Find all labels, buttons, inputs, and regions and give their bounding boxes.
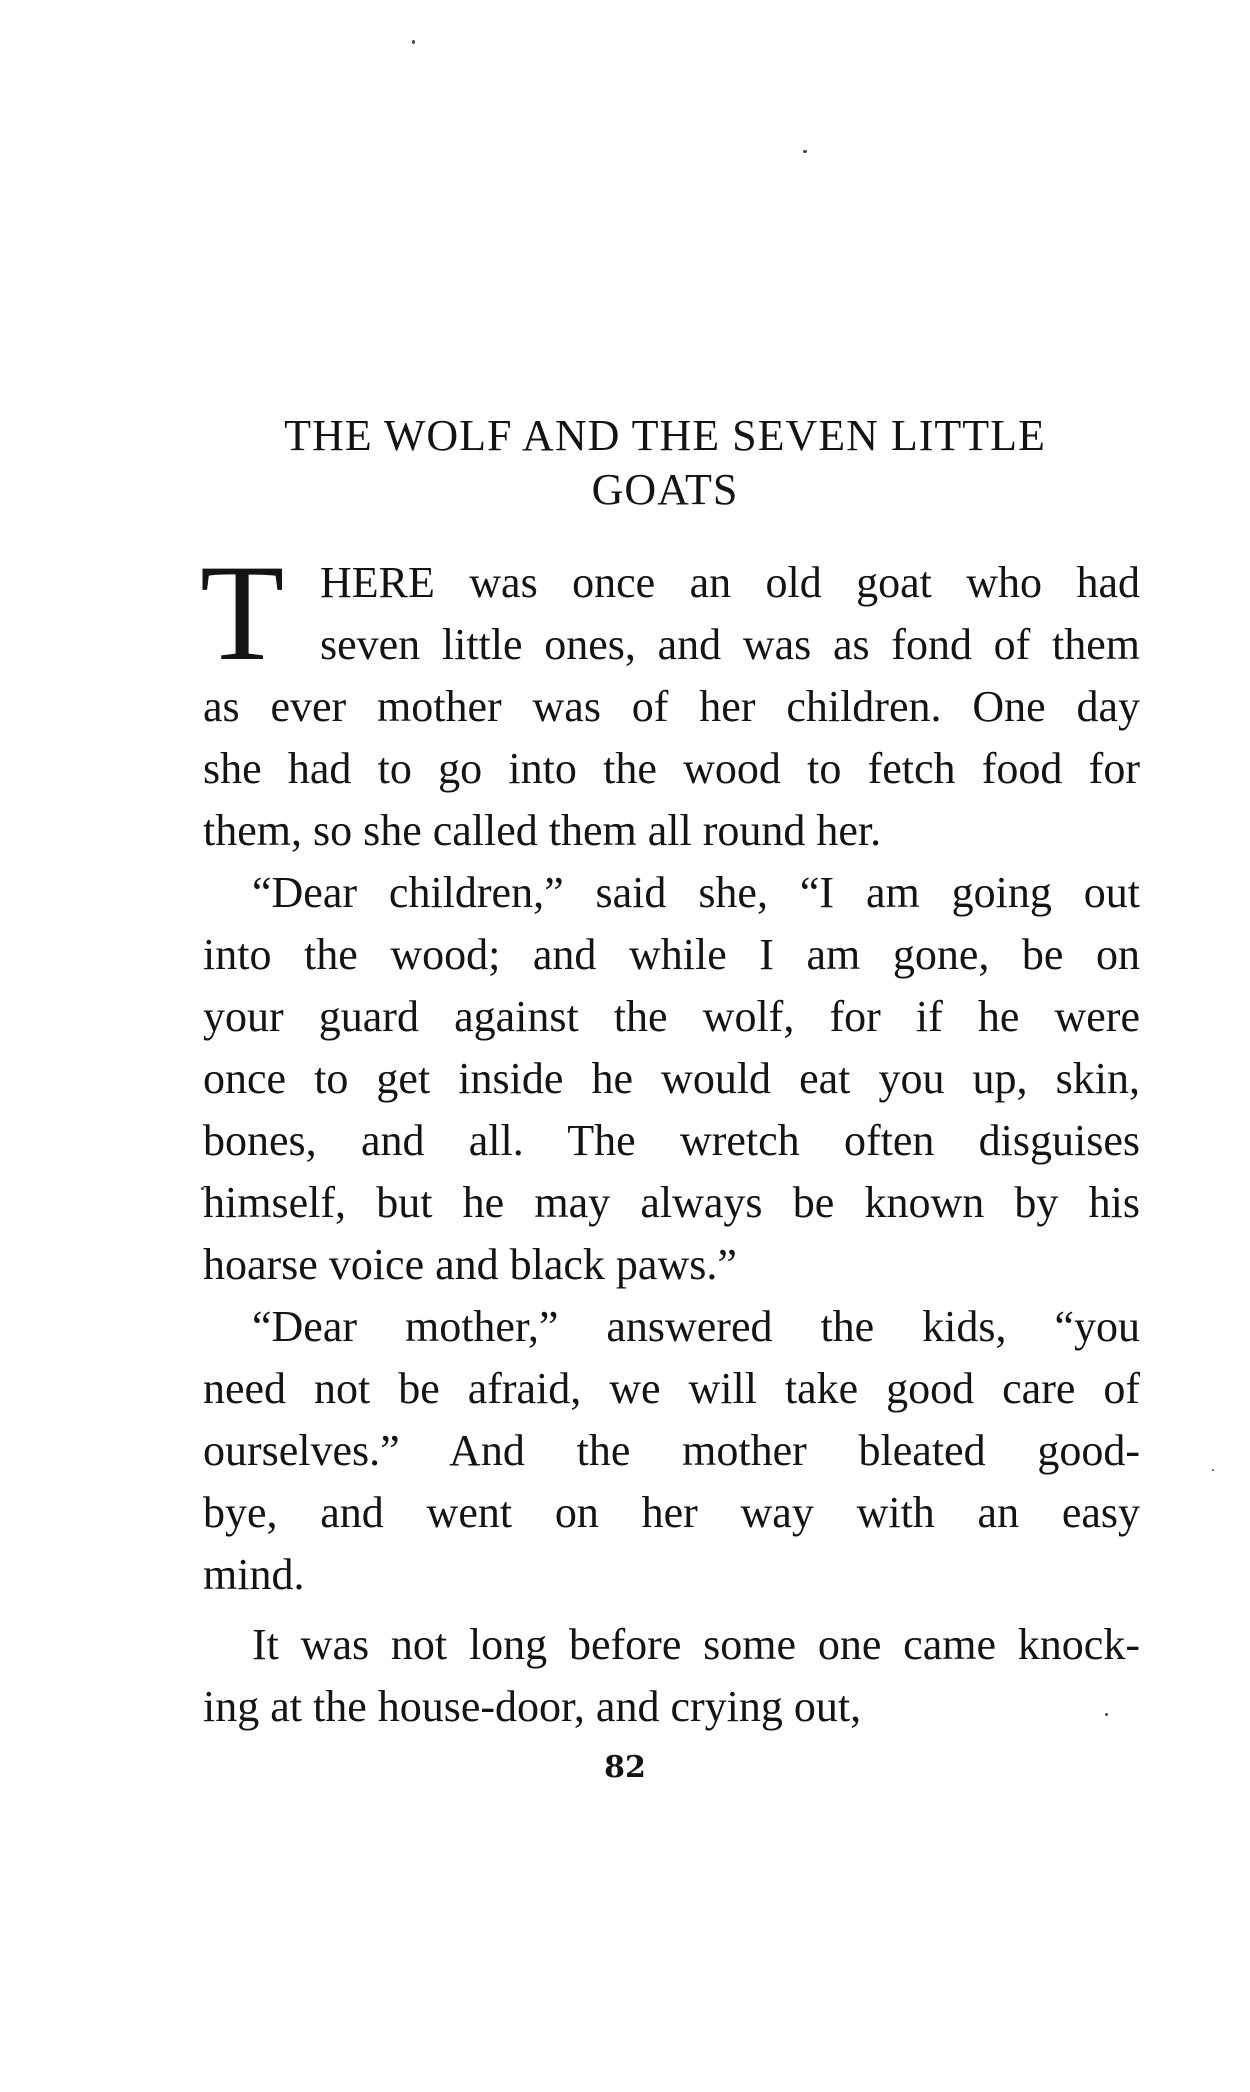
text-line: your guard against the wolf, for if he were [203,992,1140,1041]
text-line: seven little ones, and was as fond of them [320,620,1140,669]
story-title: THE WOLF AND THE SEVEN LITTLE [284,411,1046,460]
text-line: them, so she called them all round her. [203,806,882,855]
text-line: It was not long before some one came knock- [252,1620,1140,1669]
text-line: need not be afraid, we will take good care of [203,1364,1140,1413]
drop-cap-letter: T [200,536,285,689]
text-line: ing at the house-door, and crying out, [203,1682,862,1731]
print-speck [803,150,807,153]
text-line: once to get inside he would eat you up, skin, [203,1054,1140,1103]
text-line: HERE was once an old goat who had [320,558,1140,607]
text-line: hoarse voice and black paws.” [203,1240,737,1289]
text-line: “Dear mother,” answered the kids, “you [252,1302,1140,1351]
text-line: ourselves.” And the mother bleated good- [203,1426,1140,1475]
text-line: mind. [203,1550,305,1599]
print-speck [1212,1469,1214,1471]
text-line: himself, but he may always be known by his [203,1178,1140,1227]
text-line: “Dear children,” said she, “I am going out [252,868,1140,917]
page-number: 82 [604,1750,646,1785]
text-line: bye, and went on her way with an easy [203,1488,1140,1537]
text-line: bones, and all. The wretch often disguises [203,1116,1140,1165]
text-line: she had to go into the wood to fetch food for [203,744,1140,793]
story-title-continued: GOATS [591,465,739,514]
text-line: into the wood; and while I am gone, be on [203,930,1140,979]
text-line: as ever mother was of her children. One day [203,682,1140,731]
print-speck [412,40,415,44]
